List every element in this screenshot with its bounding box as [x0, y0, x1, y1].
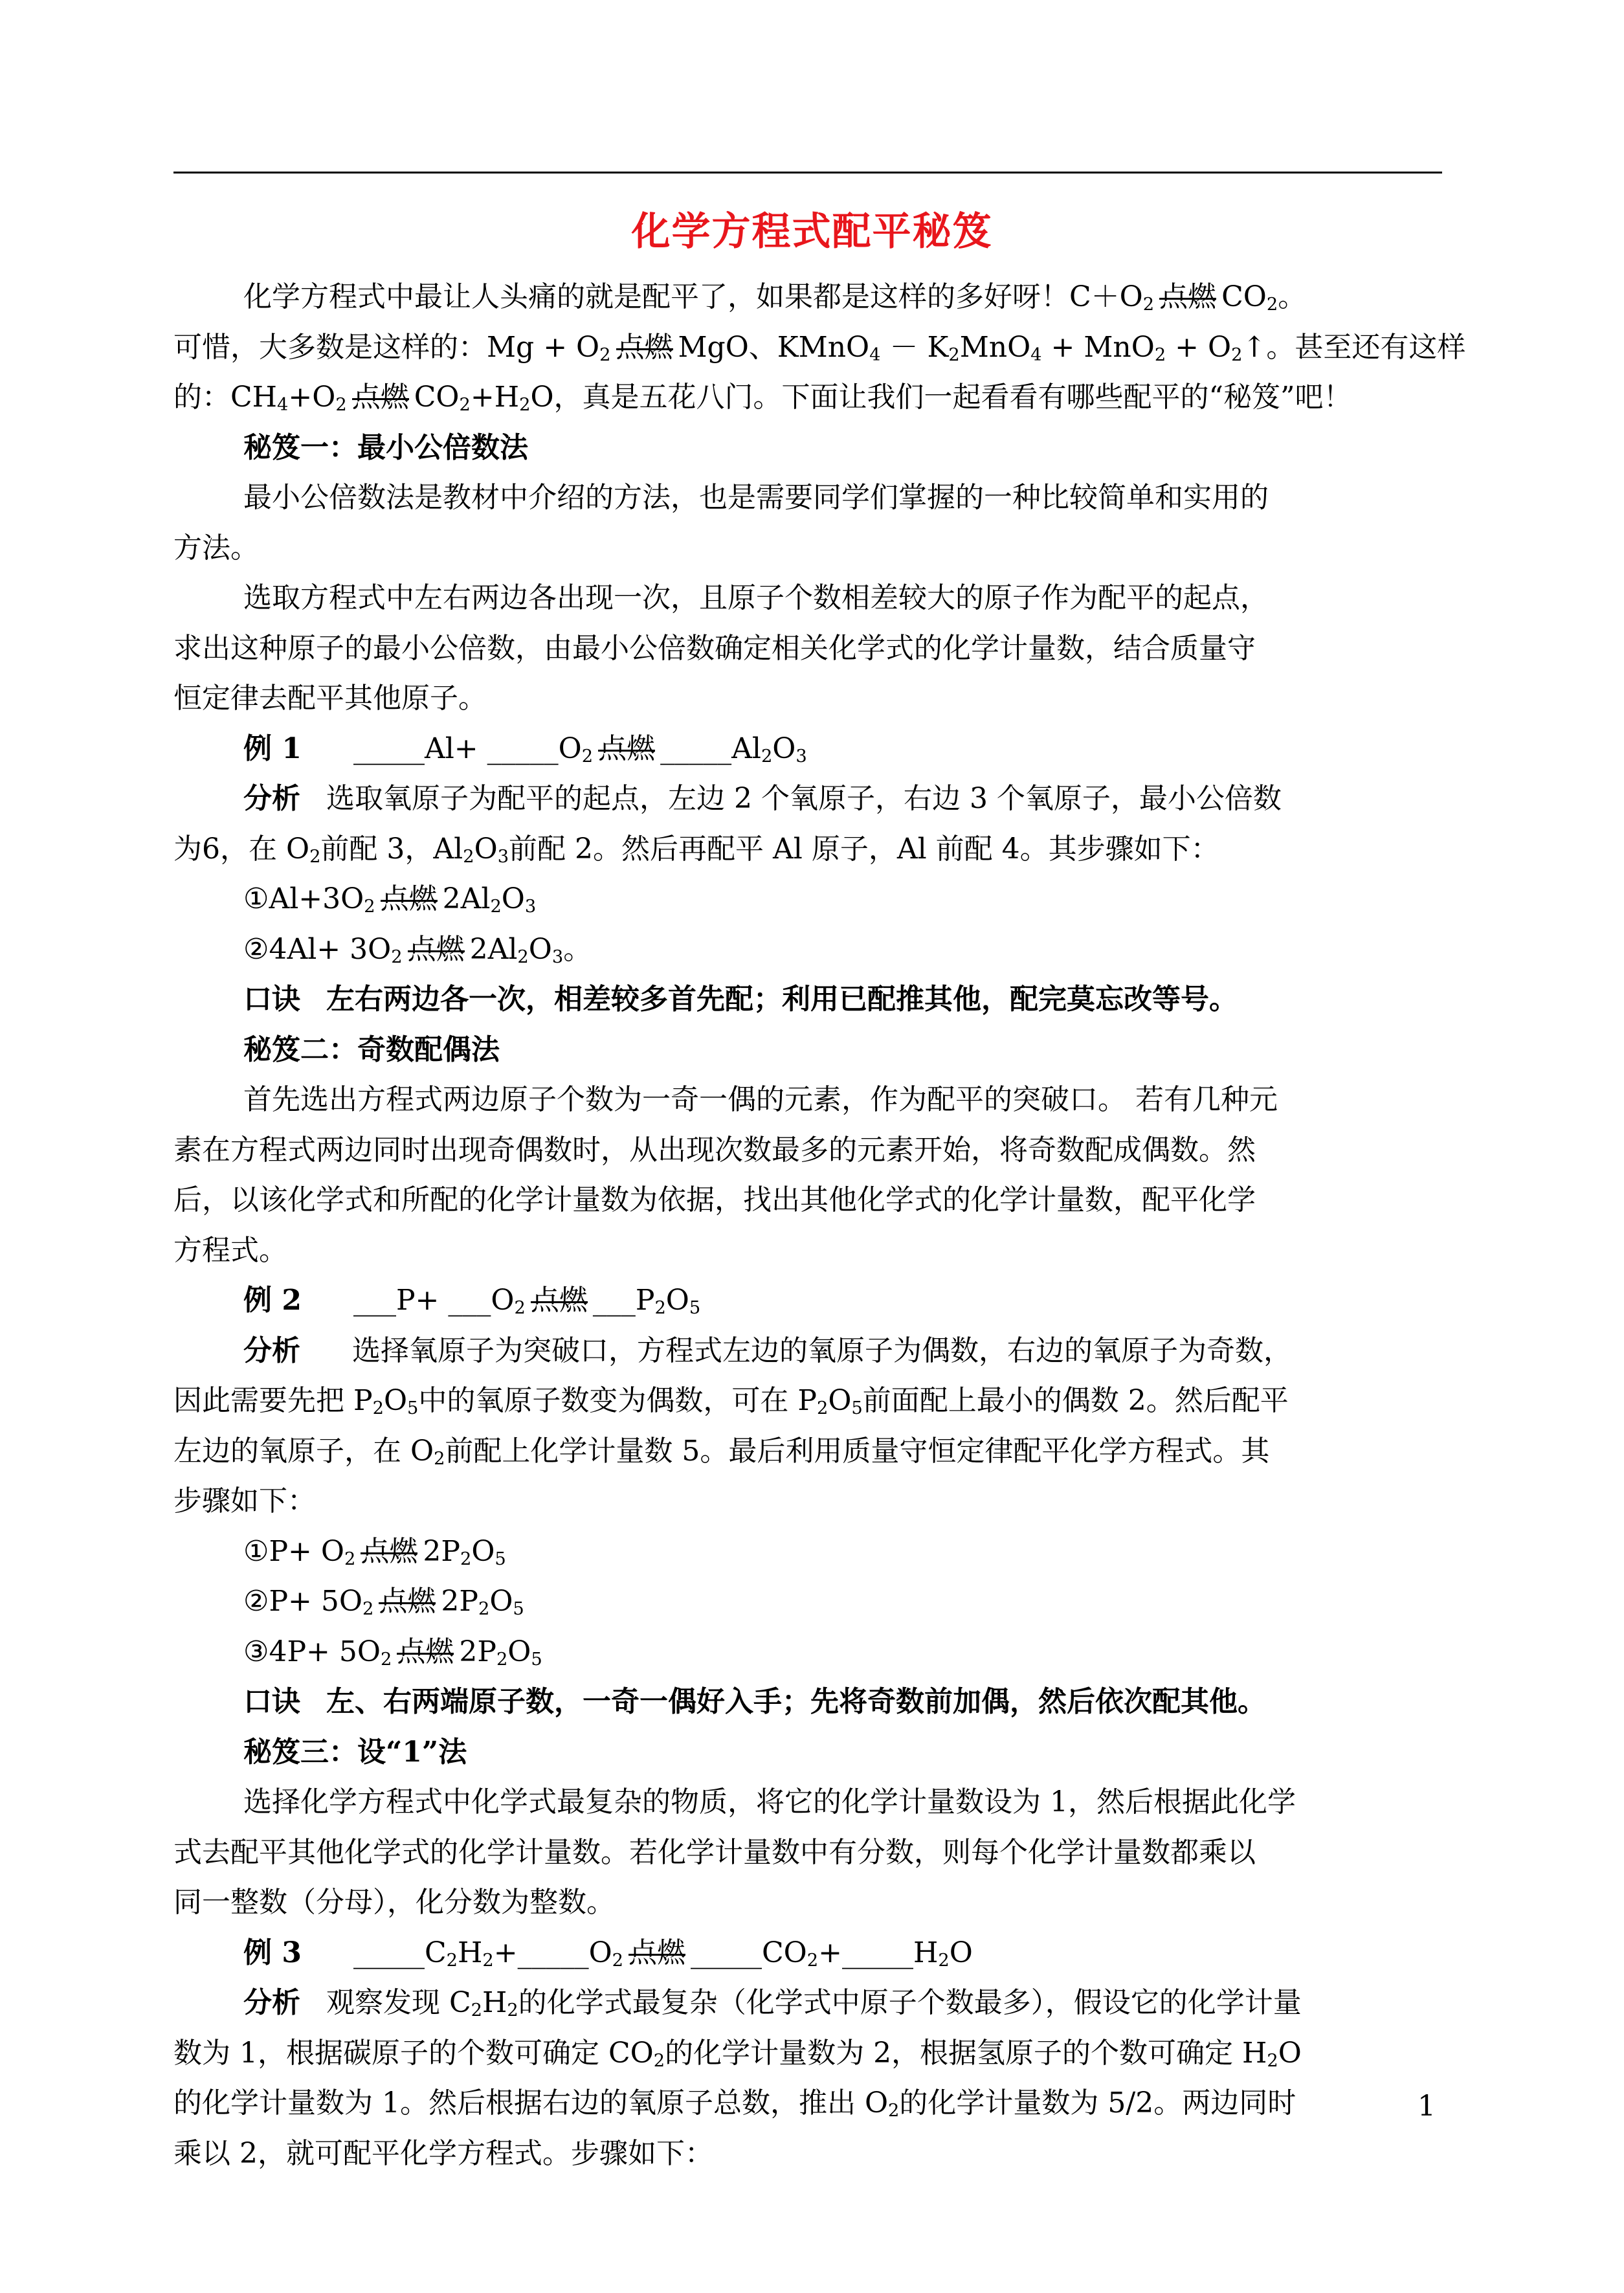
section-1-heading: 秘笈一：最小公倍数法	[243, 431, 528, 464]
s3-para-1-line-2: 式去配平其他化学式的化学计量数。若化学计量数中有分数，则每个化学计量数都乘以	[173, 1835, 1256, 1869]
s1-para-1-line-2: 方法。	[173, 531, 259, 565]
s2-rhyme: 口诀 左、右两端原子数，一奇一偶好入手；先将奇数前加偶，然后依次配其他。	[243, 1685, 1266, 1718]
section-3-heading: 秘笈三：设“1”法	[243, 1735, 467, 1769]
page-number: 1	[1418, 2090, 1436, 2123]
s2-para-1-line-1: 首先选出方程式两边原子个数为一奇一偶的元素，作为配平的突破口。 若有几种元	[243, 1083, 1278, 1116]
s1-step-2: ②4Al+ $3O_2$ 点燃 $2Al_2O_3$。	[173, 924, 1442, 975]
s3-example: 例 3 $\_\_\_\_\_C_2H_2+\_\_\_\_\_O_2$ 点燃 $\_\_\_\_\_CO_2+\_\_\_\_\_H_2O$	[173, 1928, 1442, 1978]
s2-example: 例 2 ___P+ $\_\_\_O_2$ 点燃 $\_\_\_P_2O_5$	[173, 1275, 1442, 1326]
s3-analysis-line-4: 乘以 2，就可配平化学方程式。步骤如下：	[173, 2136, 713, 2170]
s2-analysis-line-2: 因此需要先把 $P_2O_5$中的氧原子数变为偶数，可在 $P_2O_5$前面配上最小的偶数 2。然后配平	[173, 1384, 1289, 1418]
s1-step-1: $①Al+3O_2$ 点燃 $2Al_2O_3$	[173, 874, 1442, 924]
s3-analysis-line-1: 分析 观察发现 $C_2H_2$的化学式最复杂（化学式中原子个数最多），假设它的化学计量	[243, 1986, 1302, 2020]
s3-analysis-line-2: 数为 1，根据碳原子的个数可确定 $CO_2$的化学计量数为 2，根据氢原子的个数可确定 $H_2O$	[173, 2036, 1302, 2071]
s1-analysis-line-2: 为6，在 $O_2$前配 3，$Al_2O_3$前配 2。然后再配平 Al 原子，Al 前配 4。其步骤如下：	[173, 832, 1219, 867]
intro-line-1: 化学方程式中最让人头痛的就是配平了，如果都是这样的多好呀！$C+O_2$ 点燃 $CO_2$。	[173, 272, 1442, 322]
s2-analysis-line-4: 步骤如下：	[173, 1484, 316, 1517]
s2-step-1: ①P+ $O_2$ 点燃 $2P_2O_5$	[173, 1527, 1442, 1577]
s3-para-1-line-3: 同一整数（分母），化分数为整数。	[173, 1886, 615, 1919]
header-rule	[173, 172, 1442, 173]
s2-para-1-line-2: 素在方程式两边同时出现奇偶数时，从出现次数最多的元素开始，将奇数配成偶数。然	[173, 1133, 1256, 1167]
s2-para-1-line-3: 后，以该化学式和所配的化学计量数为依据，找出其他化学式的化学计量数，配平化学	[173, 1183, 1256, 1216]
s3-para-1-line-1: 选择化学方程式中化学式最复杂的物质，将它的化学计量数设为 1，然后根据此化学	[243, 1785, 1296, 1818]
s3-analysis-line-3: 的化学计量数为 1。然后根据右边的氧原子总数，推出 $O_2$的化学计量数为 5/2。两边同时	[173, 2086, 1296, 2121]
document-body	[173, 272, 1466, 2178]
s2-step-3: ③4P+ $5O_2$ 点燃 $2P_2O_5$	[173, 1627, 1442, 1677]
s1-para-2-line-2: 求出这种原子的最小公倍数，由最小公倍数确定相关化学式的化学计量数，结合质量守	[173, 631, 1256, 665]
page-title: 化学方程式配平秘笈	[631, 209, 993, 254]
s2-analysis-line-3: 左边的氧原子，在 $O_2$前配上化学计量数 5。最后利用质量守恒定律配平化学方程式。其	[173, 1434, 1270, 1469]
intro-line-3: 的：$CH_4+O_2$ 点燃 $CO_2+H_2O$，真是五花八门。下面让我们一起看看有哪些配平的“秘笈”吧！	[173, 372, 1442, 423]
s1-para-2-line-1: 选取方程式中左右两边各出现一次，且原子个数相差较大的原子作为配平的起点，	[243, 581, 1269, 614]
s1-analysis-line-1: 分析 选取氧原子为配平的起点，左边 2 个氧原子，右边 3 个氧原子，最小公倍数	[243, 782, 1282, 815]
s2-para-1-line-4: 方程式。	[173, 1233, 287, 1267]
s2-analysis-line-1: 分析 选择氧原子为突破口，方程式左边的氧原子为偶数，右边的氧原子为奇数，	[243, 1334, 1292, 1367]
intro-line-2: 可惜，大多数是这样的：$Mg + O_2$ 点燃 MgO、KMnO$_4$ － $K_2MnO_4 + MnO_2$ + $O_2↑$。甚至还有这样	[173, 322, 1442, 373]
s1-para-2-line-3: 恒定律去配平其他原子。	[173, 682, 487, 715]
s1-para-1-line-1: 最小公倍数法是教材中介绍的方法，也是需要同学们掌握的一种比较简单和实用的	[243, 481, 1269, 514]
s1-example: 例 1 _____Al+ $\_\_\_\_\_O_2$ 点燃 $\_\_\_\_\_Al_2O_3$	[173, 724, 1442, 774]
s1-rhyme: 口诀 左右两边各一次，相差较多首先配；利用已配推其他，配完莫忘改等号。	[243, 983, 1238, 1016]
section-2-heading: 秘笈二：奇数配偶法	[243, 1033, 500, 1066]
s2-step-2: ②P+ $5O_2$ 点燃 $2P_2O_5$	[173, 1576, 1442, 1627]
